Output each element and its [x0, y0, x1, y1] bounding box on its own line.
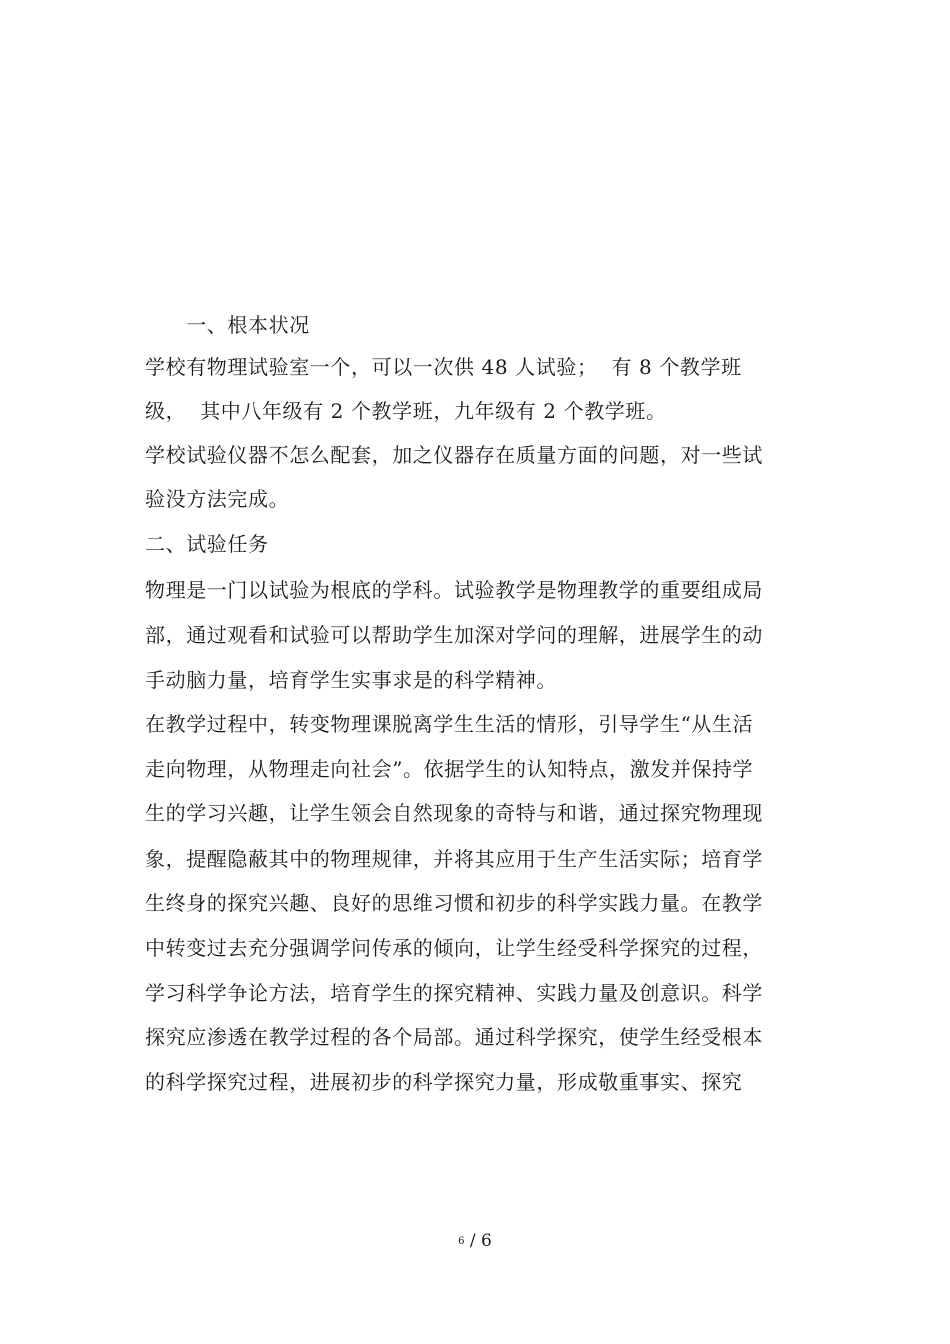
section-heading-experiment-tasks: 二、试验任务 — [145, 532, 269, 556]
text-line: 验没方法完成。 — [145, 487, 290, 511]
total-pages-number: 6 — [481, 1231, 492, 1251]
text-line: 级， 其中八年级有 2 个教学班，九年级有 2 个教学班。 — [145, 399, 667, 423]
text-line: 的科学探究过程，进展初步的科学探究力量，形成敬重事实、探究 — [145, 1070, 743, 1094]
text-line: 在教学过程中，转变物理课脱离学生生活的情形，引导学生“从生活 — [145, 712, 754, 736]
text-line: 探究应渗透在教学过程的各个局部。通过科学探究，使学生经受根本 — [145, 1025, 763, 1049]
text-line: 生终身的探究兴趣、良好的思维习惯和初步的科学实践力量。在教学 — [145, 891, 763, 915]
current-page-number: 6 — [458, 1236, 465, 1247]
page-number — [0, 1231, 950, 1252]
text-line: 生的学习兴趣，让学生领会自然现象的奇特与和谐，通过探究物理现 — [145, 801, 763, 825]
text-line: 走向物理，从物理走向社会”。依据学生的认知特点，激发并保持学 — [145, 757, 754, 781]
text-line: 中转变过去充分强调学问传承的倾向，让学生经受科学探究的过程， — [145, 936, 763, 960]
text-line: 象，提醒隐蔽其中的物理规律，并将其应用于生产生活实际；培育学 — [145, 847, 763, 871]
text-line: 手动脑力量，培育学生实事求是的科学精神。 — [145, 668, 557, 692]
text-line: 学校试验仪器不怎么配套，加之仪器存在质量方面的问题，对一些试 — [145, 443, 763, 467]
section-heading-basic-situation: 一、根本状况 — [145, 313, 310, 337]
text-line: 物理是一门以试验为根底的学科。试验教学是物理教学的重要组成局 — [145, 578, 763, 602]
text-line: 学习科学争论方法，培育学生的探究精神、实践力量及创意识。科学 — [145, 981, 763, 1005]
text-line: 学校有物理试验室一个，可以一次供 48 人试验； 有 8 个教学班 — [145, 355, 742, 379]
text-line: 部，通过观看和试验可以帮助学生加深对学问的理解，进展学生的动 — [145, 623, 763, 647]
page-separator: / — [464, 1231, 482, 1251]
